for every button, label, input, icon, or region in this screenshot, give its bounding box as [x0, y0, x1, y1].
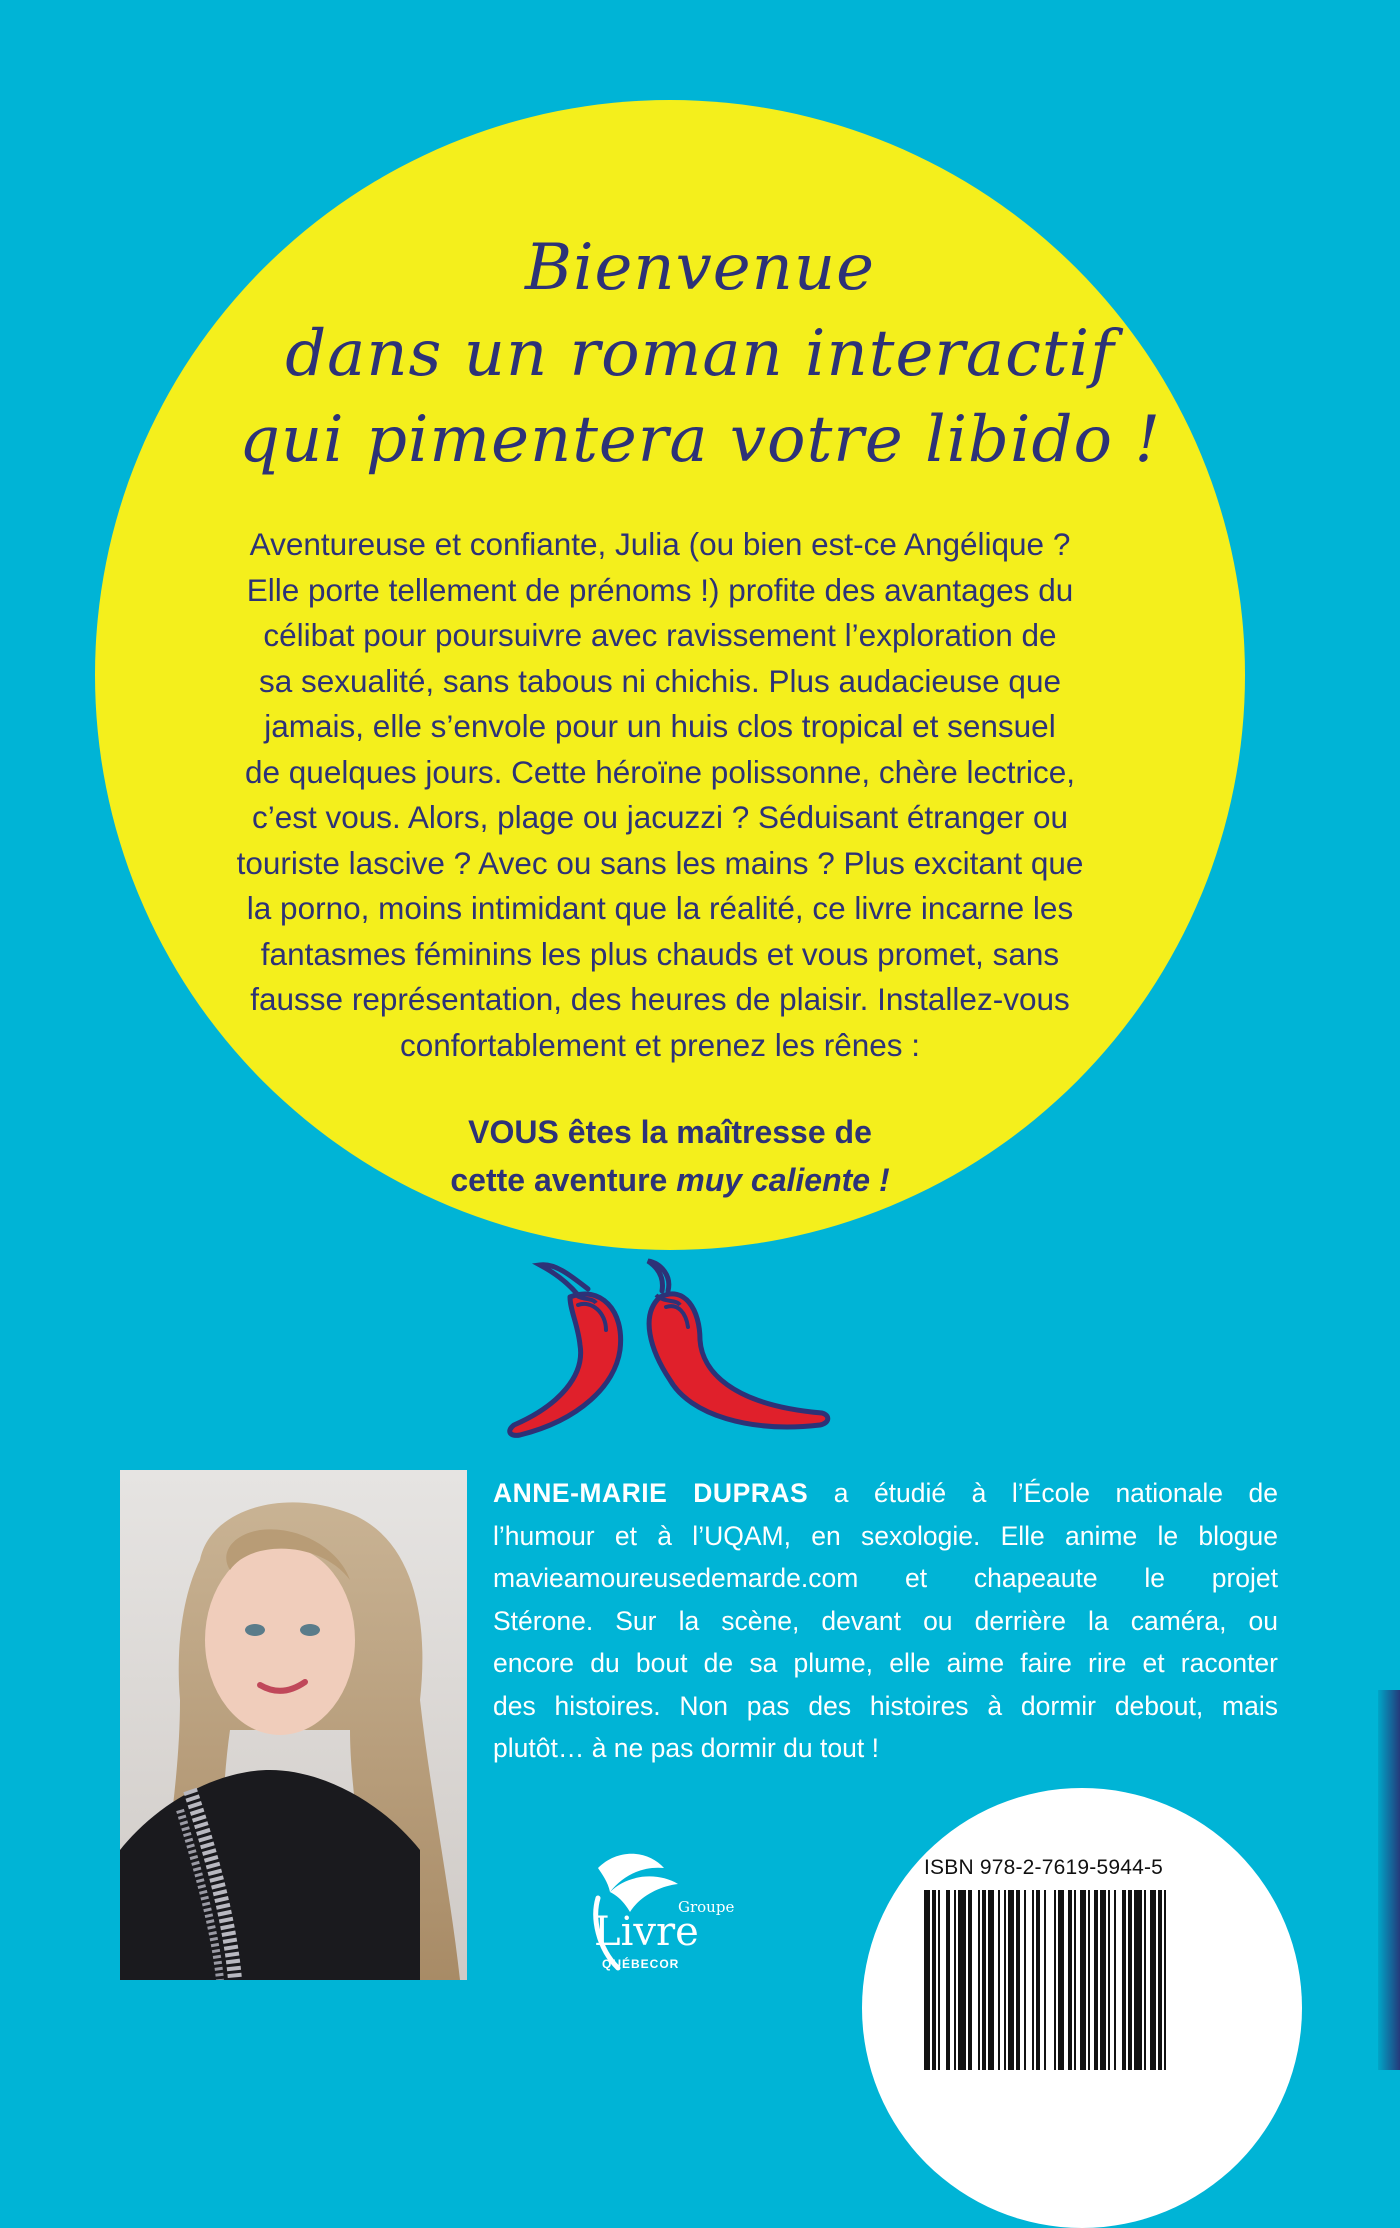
bio-first-line-rest: a étudié à l’École nationale de	[808, 1478, 1278, 1508]
barcode-bar	[978, 1890, 980, 2070]
bio-line	[493, 1472, 1278, 1515]
right-pepper	[648, 1261, 828, 1427]
blurb-line: c’est vous. Alors, plage ou jacuzzi ? Séduisant étranger ou	[252, 799, 1068, 835]
publisher-groupe: Groupe	[678, 1898, 735, 1916]
barcode-bar	[1074, 1890, 1076, 2070]
bio-line: encore du bout de sa plume, elle aime faire rire et raconter	[493, 1648, 1278, 1678]
barcode-bar	[938, 1890, 940, 2070]
barcode-bar	[1036, 1890, 1040, 2070]
barcode-bar	[954, 1890, 956, 2070]
barcode-bar	[1044, 1890, 1046, 2070]
author-name: ANNE-MARIE DUPRAS	[493, 1478, 809, 1508]
blurb-line: fantasmes féminins les plus chauds et vous promet, sans	[260, 935, 1060, 972]
tagline-line-2: dans un roman interactif	[285, 317, 1115, 391]
author-bio	[493, 1472, 1278, 1770]
barcode-bar	[1054, 1890, 1056, 2070]
barcode-bar	[1150, 1890, 1156, 2070]
chili-peppers-icon	[500, 1255, 840, 1445]
barcode-bar	[1164, 1890, 1166, 2070]
author-photo	[120, 1470, 467, 1980]
tagline-line-1: Bienvenue	[525, 231, 875, 305]
blurb-line: jamais, elle s’envole pour un huis clos tropical et sensuel	[264, 708, 1056, 744]
blurb-line: Elle porte tellement de prénoms !) profite des avantages du	[246, 571, 1074, 608]
isbn: ISBN 978-2-7619-5944-5	[924, 1856, 1164, 1879]
punchline	[255, 1108, 1085, 1204]
bio-line: l’humour et à l’UQAM, en sexologie. Elle anime le blogue	[493, 1520, 1278, 1551]
barcode-bar	[982, 1890, 986, 2070]
publisher-livre: Livre	[594, 1909, 699, 1955]
bio-line: Stérone. Sur la scène, devant ou derrière la caméra, ou	[493, 1605, 1278, 1636]
barcode-bar	[1134, 1890, 1142, 2070]
barcode-bar	[998, 1890, 1000, 2070]
barcode-bar	[1016, 1890, 1020, 2070]
bio-line: plutôt… à ne pas dormir du tout !	[493, 1733, 879, 1763]
barcode-bar	[1108, 1890, 1110, 2070]
publisher-quebecor: QUÉBECOR	[602, 1957, 680, 1971]
barcode-bar	[932, 1890, 936, 2070]
barcode-bar	[1032, 1890, 1034, 2070]
barcode-bar	[946, 1890, 950, 2070]
blurb-line: touriste lascive ? Avec ou sans les mains ? Plus excitant que	[236, 844, 1084, 881]
barcode-bar	[958, 1890, 966, 2070]
blurb-line: fausse représentation, des heures de plaisir. Installez-vous	[250, 981, 1070, 1017]
blurb-line: célibat pour poursuivre avec ravissement l’exploration de	[263, 617, 1057, 653]
punchline-line-2	[255, 1156, 1085, 1204]
barcode-bar	[1122, 1890, 1126, 2070]
punchline-emphasis: muy caliente !	[676, 1162, 890, 1198]
barcode-bar	[1114, 1890, 1116, 2070]
punchline-line-1: VOUS êtes la maîtresse de	[468, 1114, 872, 1150]
barcode-bar	[1058, 1890, 1064, 2070]
barcode-bar	[1008, 1890, 1014, 2070]
barcode-bar	[1144, 1890, 1146, 2070]
barcode-bar	[1068, 1890, 1072, 2070]
barcode-bar	[1100, 1890, 1106, 2070]
barcode-bar	[1128, 1890, 1132, 2070]
barcode-bar	[1004, 1890, 1006, 2070]
barcode-bar	[968, 1890, 972, 2070]
blurb-line: sa sexualité, sans tabous ni chichis. Plus audacieuse que	[259, 662, 1061, 699]
barcode-bar	[1094, 1890, 1098, 2070]
barcode	[922, 1890, 1264, 2070]
barcode-bar	[1024, 1890, 1026, 2070]
bio-line: des histoires. Non pas des histoires à dormir debout, mais	[493, 1690, 1278, 1721]
barcode-bar	[988, 1890, 994, 2070]
tagline-line-3: qui pimentera votre libido !	[238, 403, 1162, 477]
barcode-bar	[1088, 1890, 1090, 2070]
bio-line: mavieamoureusedemarde.com et chapeaute le projet	[493, 1563, 1278, 1593]
blurb-line: Aventureuse et confiante, Julia (ou bien est-ce Angélique ?	[249, 526, 1071, 562]
tagline	[190, 225, 1210, 483]
left-pepper	[510, 1265, 621, 1436]
blurb	[205, 522, 1115, 1068]
spine-shade	[1378, 1690, 1400, 2070]
barcode-bar	[1080, 1890, 1086, 2070]
blurb-line: la porno, moins intimidant que la réalité, ce livre incarne les	[246, 890, 1074, 926]
barcode-bar	[1158, 1890, 1162, 2070]
punchline-text: cette aventure	[450, 1162, 677, 1198]
blurb-line: de quelques jours. Cette héroïne polissonne, chère lectrice,	[245, 753, 1075, 790]
barcode-bar	[924, 1890, 930, 2070]
blurb-line: confortablement et prenez les rênes :	[399, 1026, 921, 1063]
author-portrait-icon	[120, 1470, 467, 1980]
